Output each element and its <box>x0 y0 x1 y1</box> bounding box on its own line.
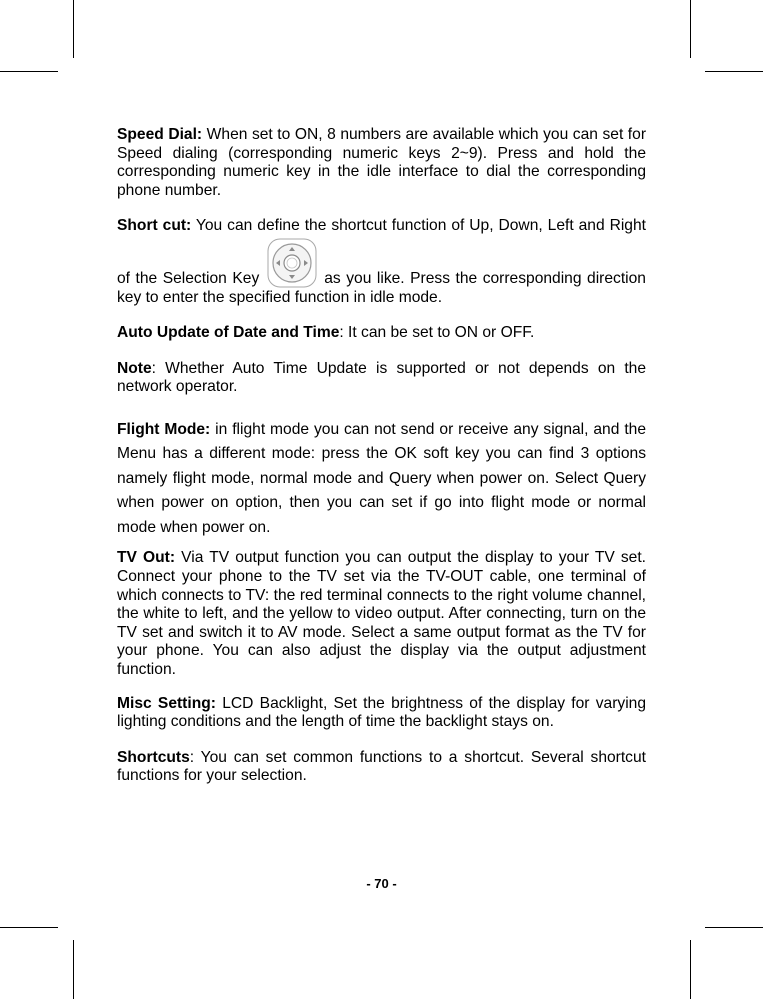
misc-setting-label: Misc Setting: <box>117 694 216 712</box>
speed-dial-text: When set to ON, 8 numbers are available which you can set for Speed dialing (corresponding numeric keys 2~9). Press and hold the corresponding numeric key in the idle interface to dial the corresponding phone number. <box>117 126 647 199</box>
auto-update-label: Auto Update of Date and Time <box>117 324 340 342</box>
tv-out-text: Via TV output function you can output the display to your TV set. Connect your phone to the TV set via the TV-OUT cable, one terminal of which connects to TV: the red terminal connects to the right volume channel, the white to left, and the yellow to video output. After connecting, turn on the TV set and switch it to AV mode. Select a same output format as the TV for your phone. You can also adjust the display via the output adjustment function. <box>117 549 646 678</box>
speed-dial-label: Speed Dial: <box>117 126 203 143</box>
speed-dial-paragraph <box>117 126 646 200</box>
note-label: Note <box>117 359 152 377</box>
shortcuts-text: : You can set common functions to a shortcut. Several shortcut functions for your selection. <box>117 748 646 785</box>
auto-update-paragraph <box>117 324 646 343</box>
tv-out-paragraph <box>117 549 646 679</box>
navigation-key-icon <box>267 238 317 288</box>
auto-update-text: : It can be set to ON or OFF. <box>339 324 535 342</box>
manual-content <box>117 126 646 803</box>
misc-setting-paragraph <box>117 695 646 732</box>
short-cut-text-after: as you like. Press the corresponding direction key to enter the specified function in idle mode. <box>117 269 646 306</box>
crop-mark <box>73 0 74 58</box>
crop-mark <box>690 940 691 999</box>
crop-mark <box>690 0 691 58</box>
misc-setting-text: LCD Backlight, Set the brightness of the display for varying lighting conditions and the length of time the backlight stays on. <box>117 694 647 731</box>
short-cut-label: Short cut: <box>117 217 192 235</box>
shortcuts-label: Shortcuts <box>117 748 190 766</box>
crop-mark <box>705 927 763 928</box>
short-cut-text-before: You can define the shortcut function of Up, Down, Left and Right of the Selection Key <box>117 217 646 287</box>
crop-mark <box>73 940 74 999</box>
short-cut-paragraph <box>117 217 646 307</box>
crop-mark <box>0 71 58 72</box>
note-paragraph <box>117 360 646 397</box>
page-number: - 70 - <box>366 876 397 891</box>
flight-mode-paragraph <box>117 418 646 541</box>
crop-mark <box>705 71 763 72</box>
shortcuts-paragraph <box>117 749 646 786</box>
flight-mode-text: in flight mode you can not send or receive any signal, and the Menu has a different mode: press the OK soft key you can find 3 options namely flight mode, normal mode and Query when power on. Select Query when power on option, then you can set if go into flight mode or normal mode when power on. <box>117 420 646 536</box>
tv-out-label: TV Out: <box>117 549 176 567</box>
crop-mark <box>0 927 58 928</box>
flight-mode-label: Flight Mode: <box>117 420 211 438</box>
note-text: : Whether Auto Time Update is supported or not depends on the network operator. <box>117 359 646 396</box>
